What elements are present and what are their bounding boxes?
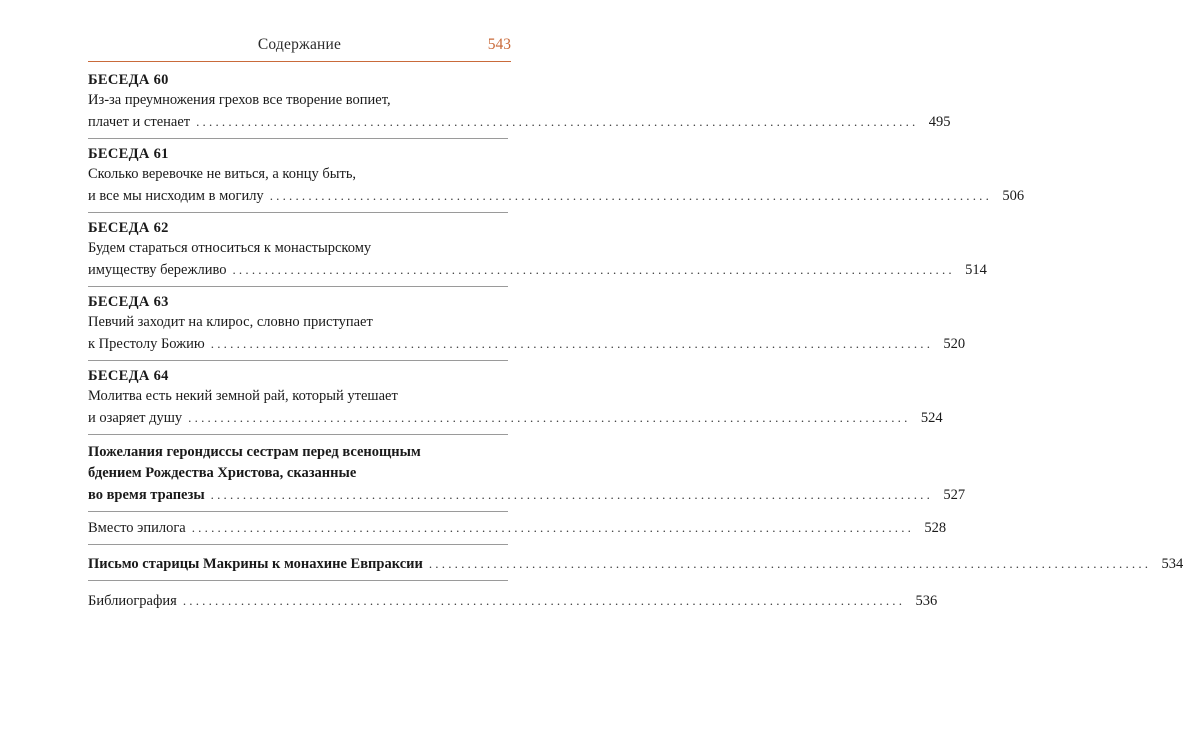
dot-leader: ................................................................................................................ [182, 593, 906, 608]
toc-heading: БЕСЕДА 62 [88, 220, 169, 236]
dot-leader: ................................................................................................................ [428, 556, 1152, 571]
toc-entry-63[interactable] [88, 292, 966, 354]
toc-title-last-line: к Престолу Божию [88, 336, 205, 352]
toc-entry-bibliography[interactable] [88, 590, 938, 611]
toc-entry-64[interactable] [88, 366, 943, 428]
toc-title-line: Молитва есть некий земной рай, который утешает [88, 388, 398, 404]
dot-leader: ................................................................................................................ [210, 487, 934, 502]
dot-leader: ................................................................................................................ [196, 114, 919, 129]
dot-leader: ................................................................................................................ [269, 188, 993, 203]
toc-title-last-line: имуществу бережливо [88, 262, 227, 278]
running-head-rule [88, 61, 511, 62]
running-head-title: Содержание [257, 36, 342, 53]
toc-page-number: 495 [928, 114, 951, 130]
toc-entry-wishes[interactable] [88, 442, 966, 505]
toc-leader-line [88, 259, 987, 280]
toc-page-number: 528 [924, 520, 947, 536]
toc-page-number: 536 [915, 593, 938, 609]
toc-title-line: бдением Рождества Христова, сказанные [88, 465, 357, 481]
toc-entry-60[interactable] [88, 70, 951, 132]
toc-heading: БЕСЕДА 64 [88, 368, 169, 384]
toc-entry-epilogue[interactable] [88, 517, 947, 538]
running-head [88, 36, 511, 58]
toc-leader-line [88, 484, 966, 505]
toc-title-last-line: Библиография [88, 593, 177, 609]
toc-title-last-line: Письмо старицы Макрины к монахине Евпраксии [88, 556, 423, 572]
toc-page-number: 520 [943, 336, 966, 352]
dot-leader: ................................................................................................................ [210, 336, 934, 351]
toc-title-last-line: плачет и стенает [88, 114, 191, 130]
toc-heading: БЕСЕДА 63 [88, 294, 169, 310]
toc-title-last-line: и озаряет душу [88, 410, 183, 426]
toc-leader-line [88, 333, 966, 354]
toc-heading: БЕСЕДА 61 [88, 146, 169, 162]
toc-leader-line [88, 185, 1025, 206]
toc-title-line: Из-за преумножения грехов все творение вопиет, [88, 92, 391, 108]
running-head-page-number: 543 [487, 36, 511, 53]
table-of-contents [88, 70, 1183, 611]
dot-leader: ................................................................................................................ [188, 410, 911, 425]
dot-leader: ................................................................................................................ [191, 520, 915, 535]
toc-title-last-line: Вместо эпилога [88, 520, 186, 536]
toc-title-last-line: во время трапезы [88, 487, 205, 503]
toc-title-last-line: и все мы нисходим в могилу [88, 188, 264, 204]
toc-title-line: Пожелания герондиссы сестрам перед всенощным [88, 444, 421, 460]
toc-page-number: 506 [1002, 188, 1025, 204]
toc-heading: БЕСЕДА 60 [88, 72, 169, 88]
toc-page-number: 534 [1161, 556, 1183, 572]
toc-title-line: Сколько веревочке не виться, а концу быть, [88, 166, 357, 182]
toc-title-line: Певчий заходит на клирос, словно приступает [88, 314, 373, 330]
toc-page-number: 527 [943, 487, 966, 503]
toc-entry-61[interactable] [88, 144, 1025, 206]
toc-page-number: 524 [920, 410, 943, 426]
toc-entry-letter[interactable] [88, 553, 1183, 574]
toc-entry-62[interactable] [88, 218, 987, 280]
dot-leader: ................................................................................................................ [232, 262, 955, 277]
toc-title-line: Будем стараться относиться к монастырскому [88, 240, 372, 256]
toc-leader-line [88, 407, 943, 428]
toc-page-number: 514 [965, 262, 987, 278]
toc-leader-line [88, 111, 951, 132]
